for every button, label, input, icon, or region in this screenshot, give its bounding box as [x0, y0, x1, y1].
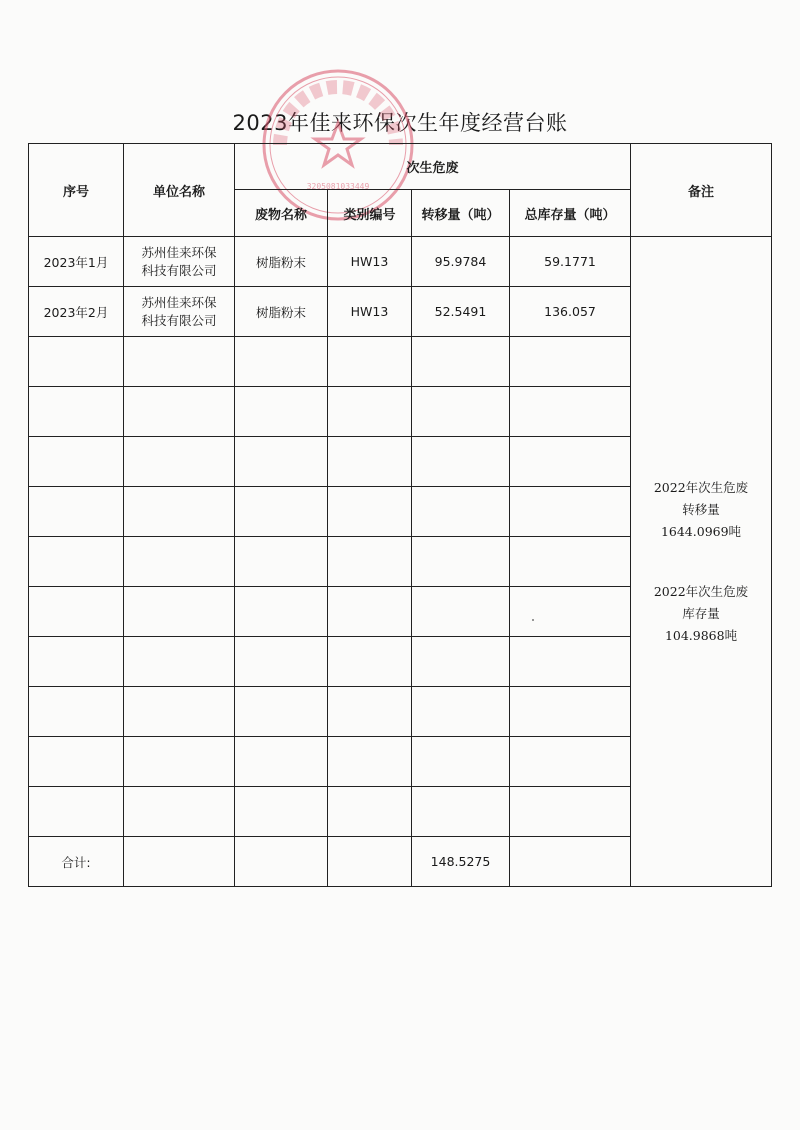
empty-cell [124, 387, 235, 437]
empty-cell [29, 787, 124, 837]
empty-cell [29, 587, 124, 637]
empty-cell [235, 737, 328, 787]
empty-cell [235, 387, 328, 437]
empty-cell [29, 387, 124, 437]
empty-cell [412, 787, 510, 837]
header-secondary-hazardous-waste: 次生危废 [235, 144, 631, 190]
empty-cell [510, 687, 631, 737]
unit-line-1: 苏州佳来环保 [141, 244, 217, 260]
header-storage: 总库存量（吨） [510, 190, 631, 237]
header-seq: 序号 [29, 144, 124, 237]
cell-storage: 59.1771 [510, 237, 631, 287]
cell-category-code: HW13 [328, 237, 412, 287]
header-row-1 [29, 144, 772, 190]
ledger-table [28, 143, 772, 887]
cell-remark [631, 237, 772, 887]
empty-cell [510, 737, 631, 787]
cell-transfer: 95.9784 [412, 237, 510, 287]
empty-cell [328, 487, 412, 537]
empty-cell [510, 587, 631, 637]
empty-cell [235, 787, 328, 837]
empty-cell [124, 787, 235, 837]
cell-seq: 2023年2月 [29, 287, 124, 337]
empty-cell [328, 837, 412, 887]
empty-cell [235, 637, 328, 687]
remark-line: 104.9868吨 [664, 627, 738, 643]
empty-cell [29, 687, 124, 737]
remark-line: 转移量 [682, 501, 720, 517]
empty-cell [412, 637, 510, 687]
empty-cell [412, 487, 510, 537]
empty-cell [510, 637, 631, 687]
cell-category-code: HW13 [328, 287, 412, 337]
empty-cell [412, 687, 510, 737]
empty-cell [510, 387, 631, 437]
empty-cell [328, 687, 412, 737]
empty-cell [235, 837, 328, 887]
empty-cell [29, 637, 124, 687]
empty-cell [510, 787, 631, 837]
empty-cell [235, 687, 328, 737]
empty-cell [412, 337, 510, 387]
remark-line: 库存量 [682, 605, 720, 621]
empty-cell [29, 737, 124, 787]
empty-cell [412, 437, 510, 487]
header-waste-name: 废物名称 [235, 190, 328, 237]
empty-cell [124, 837, 235, 887]
empty-cell [124, 487, 235, 537]
empty-cell [328, 587, 412, 637]
total-label: 合计: [29, 837, 124, 887]
remark-block-storage [631, 581, 771, 647]
unit-line-2: 科技有限公司 [141, 262, 217, 278]
header-category-code: 类别编号 [328, 190, 412, 237]
remark-line: 1644.0969吨 [660, 523, 742, 539]
remark-line: 2022年次生危废 [653, 479, 749, 495]
empty-cell [235, 437, 328, 487]
empty-cell [124, 437, 235, 487]
cell-unit [124, 287, 235, 337]
empty-cell [29, 487, 124, 537]
empty-cell [124, 637, 235, 687]
empty-cell [510, 437, 631, 487]
empty-cell [510, 337, 631, 387]
remark-line: 2022年次生危废 [653, 583, 749, 599]
cell-unit [124, 237, 235, 287]
empty-cell [328, 337, 412, 387]
cell-seq: 2023年1月 [29, 237, 124, 287]
empty-cell [510, 837, 631, 887]
remark-block-transfer [631, 477, 771, 543]
cell-transfer: 52.5491 [412, 287, 510, 337]
empty-cell [328, 537, 412, 587]
empty-cell [328, 737, 412, 787]
empty-cell [124, 737, 235, 787]
empty-cell [412, 537, 510, 587]
header-remark: 备注 [631, 144, 772, 237]
svg-text:3205081033449: 3205081033449 [306, 182, 370, 191]
empty-cell [29, 437, 124, 487]
empty-cell [29, 337, 124, 387]
empty-cell [328, 437, 412, 487]
empty-cell [412, 387, 510, 437]
total-transfer: 148.5275 [412, 837, 510, 887]
empty-cell [124, 687, 235, 737]
empty-cell [510, 487, 631, 537]
scan-speck [532, 619, 534, 621]
header-unit: 单位名称 [124, 144, 235, 237]
cell-waste-name: 树脂粉末 [235, 237, 328, 287]
empty-cell [412, 737, 510, 787]
empty-cell [124, 587, 235, 637]
empty-cell [328, 637, 412, 687]
empty-cell [235, 537, 328, 587]
table-row [29, 237, 772, 287]
empty-cell [235, 337, 328, 387]
empty-cell [412, 587, 510, 637]
unit-line-2: 科技有限公司 [141, 312, 217, 328]
empty-cell [124, 337, 235, 387]
empty-cell [235, 587, 328, 637]
cell-storage: 136.057 [510, 287, 631, 337]
header-transfer: 转移量（吨） [412, 190, 510, 237]
empty-cell [328, 387, 412, 437]
unit-line-1: 苏州佳来环保 [141, 294, 217, 310]
empty-cell [235, 487, 328, 537]
empty-cell [29, 537, 124, 587]
empty-cell [124, 537, 235, 587]
empty-cell [328, 787, 412, 837]
cell-waste-name: 树脂粉末 [235, 287, 328, 337]
empty-cell [510, 537, 631, 587]
page-title: 2023年佳来环保次生年度经营台账 [232, 111, 568, 135]
